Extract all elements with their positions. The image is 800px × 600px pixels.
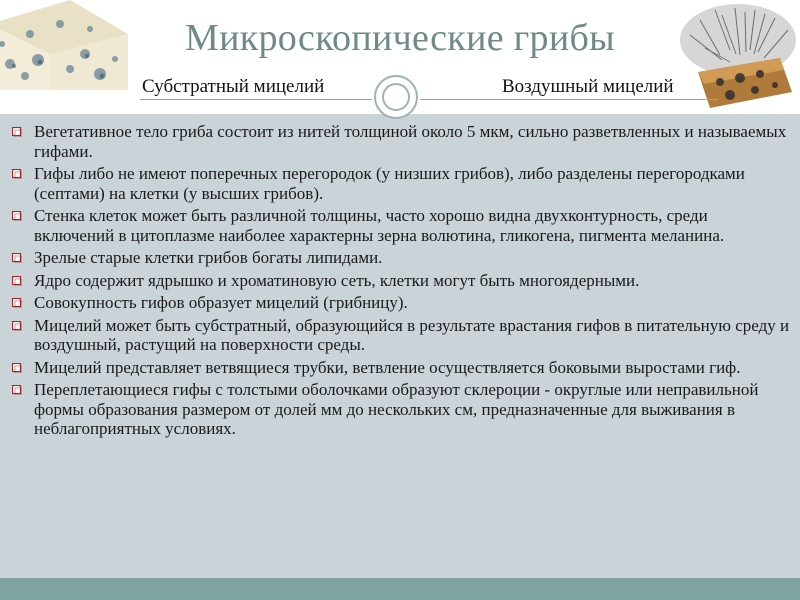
bullet-text: Совокупность гифов образует мицелий (грибницу). xyxy=(34,293,408,312)
subtitle-substrate-mycelium: Субстратный мицелий xyxy=(142,76,325,97)
bullet-item xyxy=(10,380,792,439)
square-bullet-icon xyxy=(12,127,22,137)
header xyxy=(0,0,800,114)
square-bullet-icon xyxy=(12,298,22,308)
bullet-item xyxy=(10,358,792,378)
bullet-item xyxy=(10,164,792,203)
subtitle-aerial-mycelium: Воздушный мицелий xyxy=(502,76,674,97)
bullet-item xyxy=(10,248,792,268)
bullet-item xyxy=(10,316,792,355)
bullet-item xyxy=(10,206,792,245)
bullet-item xyxy=(10,293,792,313)
square-bullet-icon xyxy=(12,211,22,221)
bullet-text: Стенка клеток может быть различной толщины, часто хорошо видна двухконтурность, среди включений в цитоплазме наиболее характерны зерна волютина, гликогена, пигмента меланина. xyxy=(34,206,725,245)
footer-bar xyxy=(0,578,800,600)
bullet-item xyxy=(10,122,792,161)
divider-right xyxy=(420,99,718,100)
bullet-text: Зрелые старые клетки грибов богаты липидами. xyxy=(34,248,383,267)
circle-ornament-icon xyxy=(374,75,418,119)
square-bullet-icon xyxy=(12,169,22,179)
square-bullet-icon xyxy=(12,253,22,263)
divider-left xyxy=(140,99,372,100)
page-title: Микроскопические грибы xyxy=(185,17,615,59)
bullet-list xyxy=(10,122,792,442)
square-bullet-icon xyxy=(12,276,22,286)
square-bullet-icon xyxy=(12,385,22,395)
bullet-text: Мицелий представляет ветвящиеся трубки, ветвление осуществляется боковыми выростами гиф. xyxy=(34,357,741,377)
bullet-text: Ядро содержит ядрышко и хроматиновую сеть, клетки могут быть многоядерными. xyxy=(34,270,640,290)
bullet-text: Мицелий может быть субстратный, образующийся в результате врастания гифов в питательную среду и воздушный, растущий на поверхности среды. xyxy=(34,315,790,354)
bullet-item xyxy=(10,271,792,291)
bullet-text: Вегетативное тело гриба состоит из нитей толщиной около 5 мкм, сильно разветвленных и называемых гифами. xyxy=(34,122,787,161)
square-bullet-icon xyxy=(12,321,22,331)
square-bullet-icon xyxy=(12,363,22,373)
bullet-text: Переплетающиеся гифы с толстыми оболочками образуют склероции - округлые или неправильной формы образования размером от долей мм до нескольких см, предназначенные для выживания в неблагоприятных условиях. xyxy=(34,380,759,438)
bullet-text: Гифы либо не имеют поперечных перегородок (у низших грибов), либо разделены перегородками (септами) на клетки (у высших грибов). xyxy=(34,164,745,203)
